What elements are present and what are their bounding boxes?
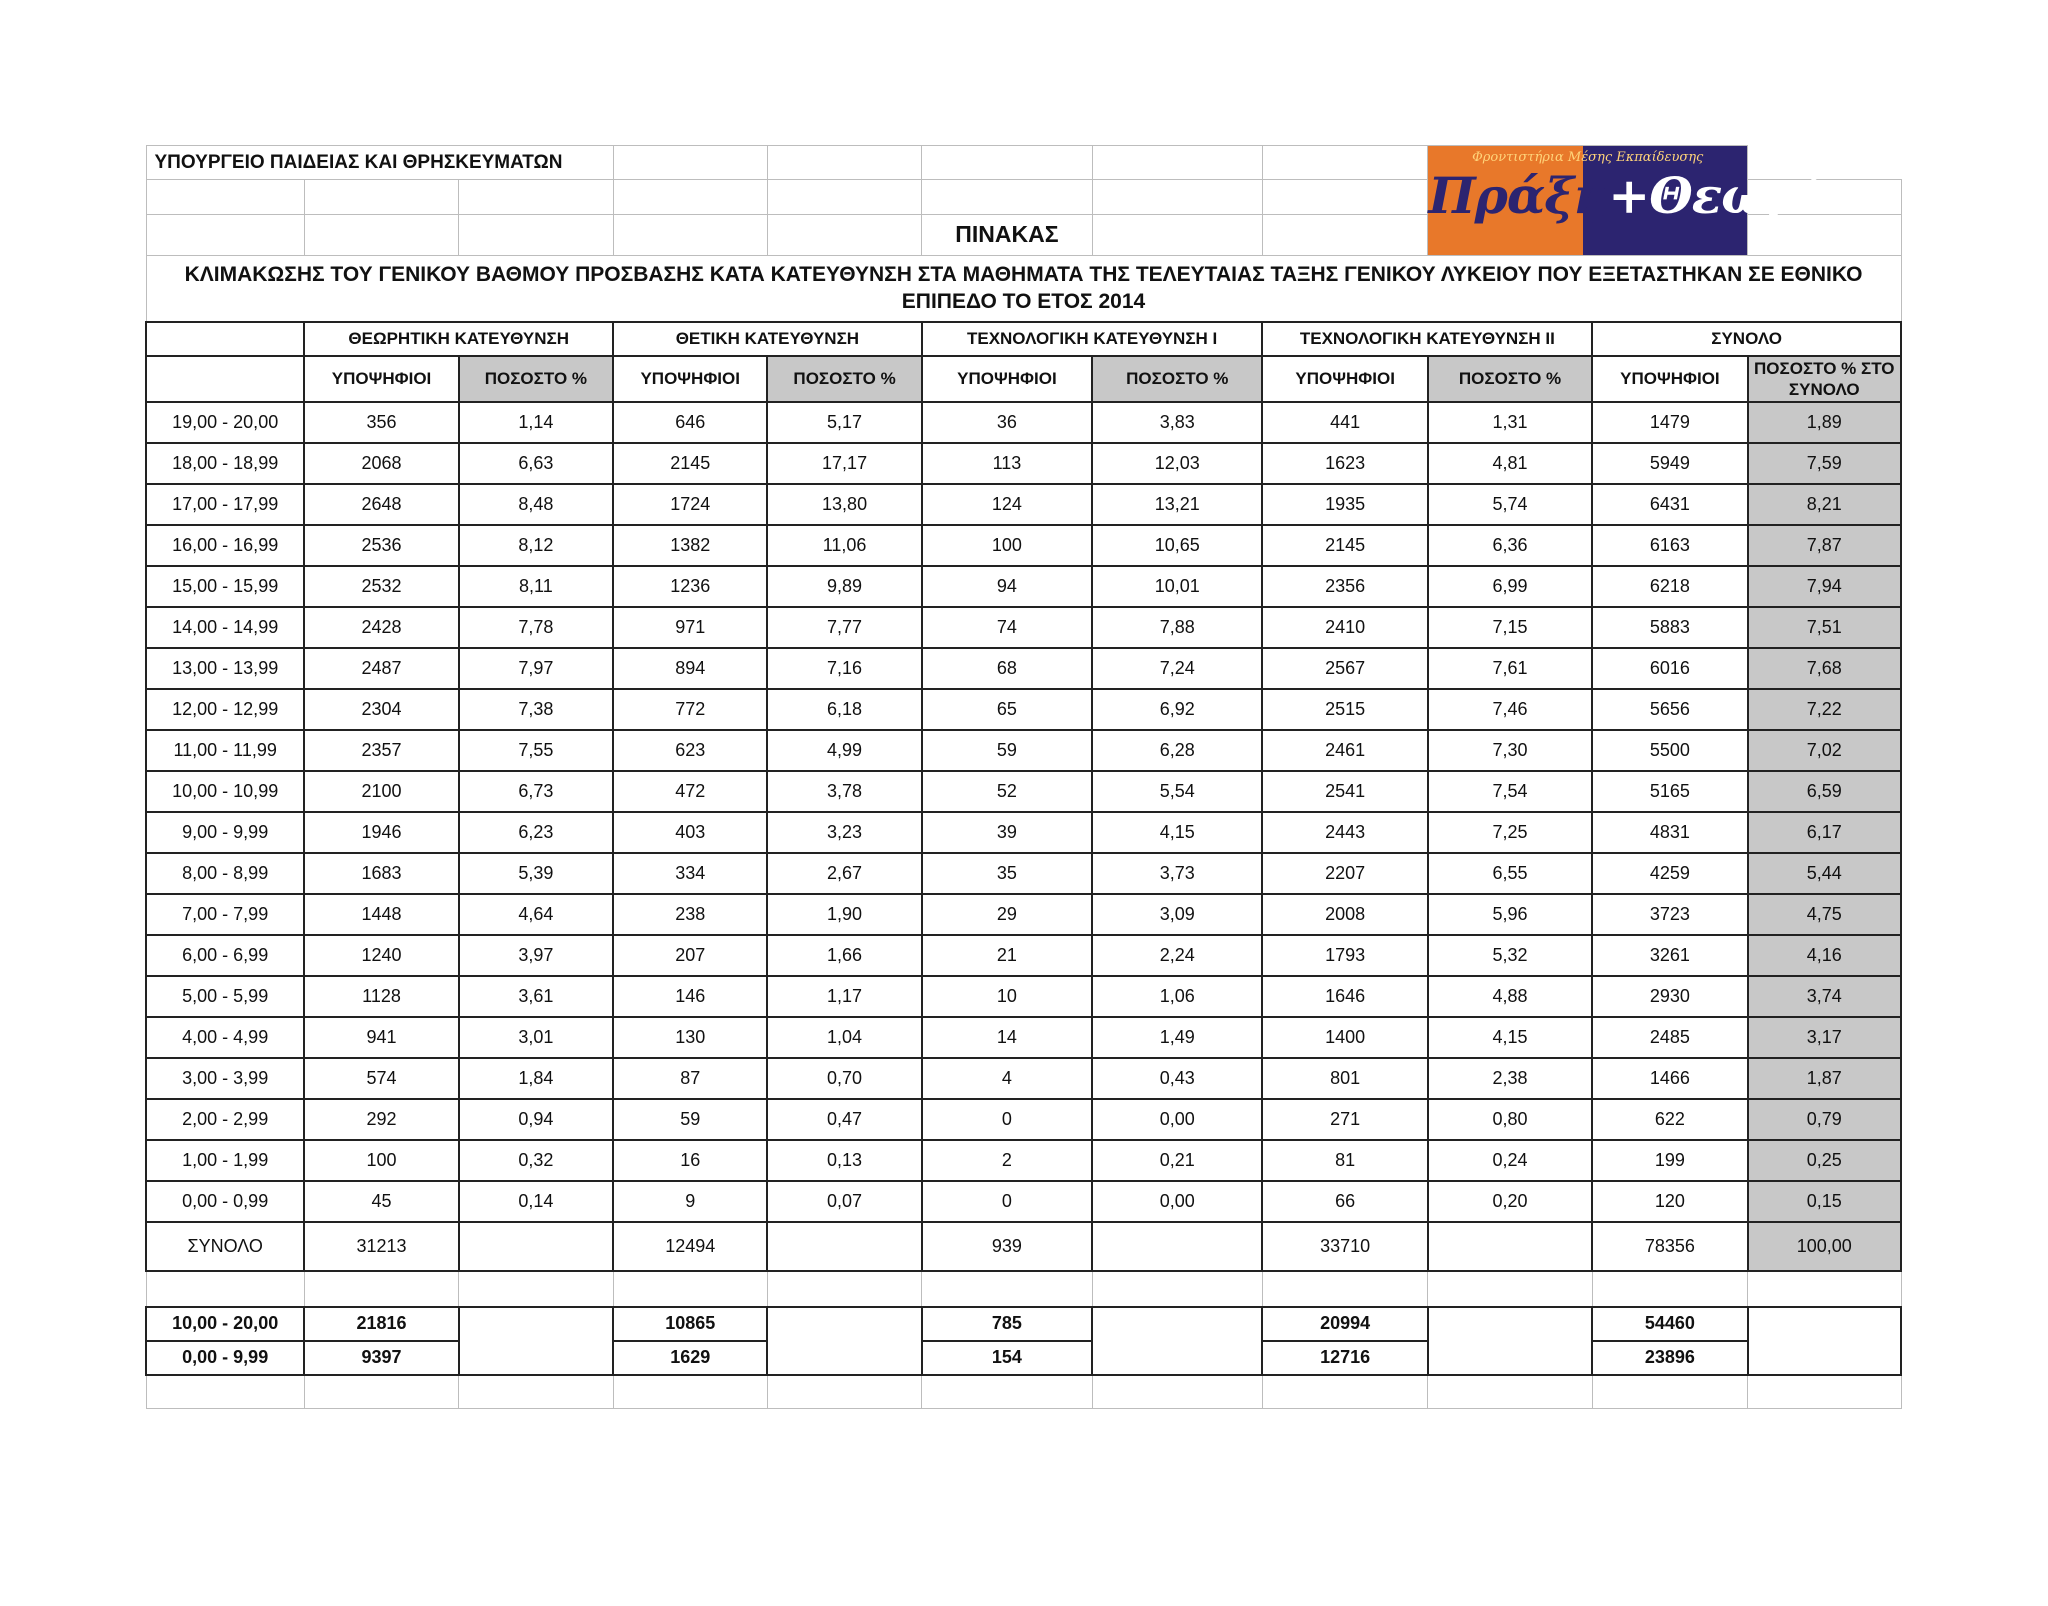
grade-range-cell: 5,00 - 5,99 [146,976,304,1017]
value-cell: 3,61 [459,976,613,1017]
table-row [146,402,1901,443]
value-cell: 4,88 [1428,976,1592,1017]
group-header: ΘΕΤΙΚΗ ΚΑΤΕΥΘΥΝΣΗ [613,322,922,356]
table-row [146,525,1901,566]
grade-range-cell: 12,00 - 12,99 [146,689,304,730]
grade-range-cell: 2,00 - 2,99 [146,1099,304,1140]
value-cell: 1683 [304,853,458,894]
value-cell: 646 [613,402,767,443]
value-cell: 8,12 [459,525,613,566]
ministry-label: ΥΠΟΥΡΓΕΙΟ ΠΑΙΔΕΙΑΣ ΚΑΙ ΘΡΗΣΚΕΥΜΑΤΩΝ [146,146,613,180]
table-row [146,484,1901,525]
value-cell: 0,00 [1092,1099,1262,1140]
value-cell: 941 [304,1017,458,1058]
value-cell: 1946 [304,812,458,853]
value-cell: 7,61 [1428,648,1592,689]
table-row [146,1140,1901,1181]
total-value-cell: 31213 [304,1222,458,1271]
value-cell: 7,46 [1428,689,1592,730]
value-cell: 622 [1592,1099,1747,1140]
value-cell: 292 [304,1099,458,1140]
value-cell: 2207 [1262,853,1427,894]
value-cell: 1724 [613,484,767,525]
value-cell: 4,15 [1092,812,1262,853]
value-cell: 9,89 [767,566,921,607]
value-cell: 6,73 [459,771,613,812]
grade-range-cell: 17,00 - 17,99 [146,484,304,525]
value-cell: 441 [1262,402,1427,443]
table-row [146,730,1901,771]
total-value-cell [1428,1222,1592,1271]
value-cell: 7,25 [1428,812,1592,853]
blank-header-cell [146,322,304,356]
value-cell: 100 [304,1140,458,1181]
total-value-cell [1092,1222,1262,1271]
value-cell: 45 [304,1181,458,1222]
value-cell: 3,78 [767,771,921,812]
value-cell: 2487 [304,648,458,689]
value-cell: 2,24 [1092,935,1262,976]
total-label-cell: ΣΥΝΟΛΟ [146,1222,304,1271]
logo-word-praxi: Πράξη [1428,166,1609,225]
grade-range-cell: 19,00 - 20,00 [146,402,304,443]
value-cell: 29 [922,894,1092,935]
summary-value-cell: 1629 [613,1341,767,1375]
value-cell: 2541 [1262,771,1427,812]
percent-total-header: ΠΟΣΟΣΤΟ % ΣΤΟ ΣΥΝΟΛΟ [1748,356,1901,402]
value-cell: 0,80 [1428,1099,1592,1140]
value-cell: 6,59 [1748,771,1901,812]
value-cell: 7,68 [1748,648,1901,689]
grade-range-cell: 11,00 - 11,99 [146,730,304,771]
value-cell: 1935 [1262,484,1427,525]
grade-range-cell: 4,00 - 4,99 [146,1017,304,1058]
value-cell: 2068 [304,443,458,484]
value-cell: 39 [922,812,1092,853]
table-row [146,976,1901,1017]
summary-row [146,1341,1901,1375]
value-cell: 5,44 [1748,853,1901,894]
value-cell: 0,79 [1748,1099,1901,1140]
value-cell: 2145 [613,443,767,484]
summary-range-cell: 10,00 - 20,00 [146,1307,304,1341]
value-cell: 0,32 [459,1140,613,1181]
percent-header: ΠΟΣΟΣΤΟ % [767,356,921,402]
value-cell: 6,63 [459,443,613,484]
value-cell: 3,83 [1092,402,1262,443]
value-cell: 2532 [304,566,458,607]
candidates-header: ΥΠΟΨΗΦΙΟΙ [1592,356,1747,402]
summary-row [146,1307,1901,1341]
grade-range-cell: 16,00 - 16,99 [146,525,304,566]
table-row [146,648,1901,689]
value-cell: 0,47 [767,1099,921,1140]
value-cell: 4,75 [1748,894,1901,935]
value-cell: 6,17 [1748,812,1901,853]
value-cell: 7,02 [1748,730,1901,771]
summary-value-cell: 54460 [1592,1307,1747,1341]
summary-value-cell: 20994 [1262,1307,1427,1341]
value-cell: 2930 [1592,976,1747,1017]
summary-blank-cell [459,1307,613,1375]
group-header: ΤΕΧΝΟΛΟΓΙΚΗ ΚΑΤΕΥΘΥΝΣΗ Ι [922,322,1263,356]
value-cell: 130 [613,1017,767,1058]
value-cell: 8,21 [1748,484,1901,525]
value-cell: 65 [922,689,1092,730]
value-cell: 7,77 [767,607,921,648]
value-cell: 2428 [304,607,458,648]
value-cell: 1,04 [767,1017,921,1058]
value-cell: 4,15 [1428,1017,1592,1058]
value-cell: 574 [304,1058,458,1099]
value-cell: 6,99 [1428,566,1592,607]
summary-value-cell: 12716 [1262,1341,1427,1375]
value-cell: 2,38 [1428,1058,1592,1099]
value-cell: 1,06 [1092,976,1262,1017]
value-cell: 6,36 [1428,525,1592,566]
value-cell: 0,14 [459,1181,613,1222]
value-cell: 772 [613,689,767,730]
total-value-cell: 78356 [1592,1222,1747,1271]
group-header: ΘΕΩΡΗΤΙΚΗ ΚΑΤΕΥΘΥΝΣΗ [304,322,613,356]
logo-wordmark [1428,166,1861,225]
summary-blank-cell [767,1307,921,1375]
grade-distribution-table [145,145,1902,1409]
value-cell: 59 [922,730,1092,771]
value-cell: 7,15 [1428,607,1592,648]
value-cell: 5883 [1592,607,1747,648]
value-cell: 13,21 [1092,484,1262,525]
value-cell: 5,39 [459,853,613,894]
total-row [146,1222,1901,1271]
value-cell: 0,70 [767,1058,921,1099]
value-cell: 0,13 [767,1140,921,1181]
value-cell: 0,43 [1092,1058,1262,1099]
value-cell: 1,31 [1428,402,1592,443]
value-cell: 0,24 [1428,1140,1592,1181]
value-cell: 21 [922,935,1092,976]
table-row [146,1181,1901,1222]
value-cell: 2515 [1262,689,1427,730]
value-cell: 1646 [1262,976,1427,1017]
table-row [146,853,1901,894]
value-cell: 472 [613,771,767,812]
value-cell: 13,80 [767,484,921,525]
value-cell: 0,25 [1748,1140,1901,1181]
value-cell: 6,28 [1092,730,1262,771]
value-cell: 3,97 [459,935,613,976]
table-row [146,1058,1901,1099]
value-cell: 5949 [1592,443,1747,484]
value-cell: 12,03 [1092,443,1262,484]
value-cell: 1,90 [767,894,921,935]
value-cell: 334 [613,853,767,894]
value-cell: 6,18 [767,689,921,730]
value-cell: 8,48 [459,484,613,525]
value-cell: 1448 [304,894,458,935]
value-cell: 6431 [1592,484,1747,525]
summary-value-cell: 21816 [304,1307,458,1341]
value-cell: 0,94 [459,1099,613,1140]
value-cell: 3,17 [1748,1017,1901,1058]
value-cell: 2100 [304,771,458,812]
table-title: ΚΛΙΜΑΚΩΣΗΣ ΤΟΥ ΓΕΝΙΚΟΥ ΒΑΘΜΟΥ ΠΡΟΣΒΑΣΗΣ ΚΑΤΑ ΚΑΤΕΥΘΥΝΣΗ ΣΤΑ ΜΑΘΗΜΑΤΑ ΤΗΣ ΤΕΛΕΥΤΑΙΑΣ ΤΑΞΗΣ ΓΕΝΙΚΟΥ ΛΥΚΕΙΟΥ ΠΟΥ ΕΞΕΤΑΣΤΗΚΑΝ ΣΕ ΕΘΝΙΚΟ ΕΠΙΠΕΔΟ ΤΟ ΕΤΟΣ 2014 [146,256,1901,322]
value-cell: 2648 [304,484,458,525]
grade-range-cell: 1,00 - 1,99 [146,1140,304,1181]
value-cell: 2 [922,1140,1092,1181]
summary-blank-cell [1092,1307,1262,1375]
value-cell: 2410 [1262,607,1427,648]
value-cell: 356 [304,402,458,443]
value-cell: 68 [922,648,1092,689]
value-cell: 1,17 [767,976,921,1017]
value-cell: 7,54 [1428,771,1592,812]
value-cell: 0,15 [1748,1181,1901,1222]
value-cell: 1400 [1262,1017,1427,1058]
value-cell: 4 [922,1058,1092,1099]
value-cell: 2536 [304,525,458,566]
value-cell: 7,30 [1428,730,1592,771]
value-cell: 6,23 [459,812,613,853]
value-cell: 1,66 [767,935,921,976]
value-cell: 2356 [1262,566,1427,607]
value-cell: 0,00 [1092,1181,1262,1222]
value-cell: 1466 [1592,1058,1747,1099]
group-header: ΣΥΝΟΛΟ [1592,322,1901,356]
value-cell: 35 [922,853,1092,894]
value-cell: 7,16 [767,648,921,689]
table-row [146,566,1901,607]
value-cell: 14 [922,1017,1092,1058]
grade-range-cell: 6,00 - 6,99 [146,935,304,976]
value-cell: 16 [613,1140,767,1181]
value-cell: 59 [613,1099,767,1140]
value-cell: 9 [613,1181,767,1222]
value-cell: 146 [613,976,767,1017]
value-cell: 6218 [1592,566,1747,607]
table-row [146,443,1901,484]
value-cell: 3723 [1592,894,1747,935]
blank-subheader-cell [146,356,304,402]
summary-value-cell: 154 [922,1341,1092,1375]
value-cell: 124 [922,484,1092,525]
summary-value-cell: 23896 [1592,1341,1747,1375]
candidates-header: ΥΠΟΨΗΦΙΟΙ [922,356,1092,402]
table-row [146,607,1901,648]
value-cell: 81 [1262,1140,1427,1181]
total-value-cell [459,1222,613,1271]
value-cell: 0 [922,1181,1092,1222]
value-cell: 7,59 [1748,443,1901,484]
value-cell: 7,87 [1748,525,1901,566]
value-cell: 4,16 [1748,935,1901,976]
total-value-cell: 33710 [1262,1222,1427,1271]
value-cell: 6,92 [1092,689,1262,730]
value-cell: 2443 [1262,812,1427,853]
grade-range-cell: 9,00 - 9,99 [146,812,304,853]
logo-word-theoria: Θεωρία [1649,166,1861,225]
value-cell: 5,54 [1092,771,1262,812]
value-cell: 1382 [613,525,767,566]
value-cell: 2,67 [767,853,921,894]
value-cell: 3,01 [459,1017,613,1058]
pinakas-heading: ΠΙΝΑΚΑΣ [922,214,1092,255]
value-cell: 0,07 [767,1181,921,1222]
value-cell: 2357 [304,730,458,771]
value-cell: 2145 [1262,525,1427,566]
value-cell: 0,20 [1428,1181,1592,1222]
value-cell: 7,88 [1092,607,1262,648]
grade-range-cell: 7,00 - 7,99 [146,894,304,935]
value-cell: 3,23 [767,812,921,853]
value-cell: 1,89 [1748,402,1901,443]
spreadsheet-sheet [145,145,1902,1409]
value-cell: 1,84 [459,1058,613,1099]
value-cell: 8,11 [459,566,613,607]
value-cell: 238 [613,894,767,935]
value-cell: 3,73 [1092,853,1262,894]
candidates-header: ΥΠΟΨΗΦΙΟΙ [1262,356,1427,402]
value-cell: 199 [1592,1140,1747,1181]
value-cell: 10 [922,976,1092,1017]
summary-value-cell: 785 [922,1307,1092,1341]
value-cell: 3,74 [1748,976,1901,1017]
summary-value-cell: 9397 [304,1341,458,1375]
summary-range-cell: 0,00 - 9,99 [146,1341,304,1375]
grade-range-cell: 8,00 - 8,99 [146,853,304,894]
value-cell: 10,65 [1092,525,1262,566]
summary-blank-cell [1428,1307,1592,1375]
value-cell: 36 [922,402,1092,443]
grade-range-cell: 18,00 - 18,99 [146,443,304,484]
value-cell: 1793 [1262,935,1427,976]
value-cell: 1236 [613,566,767,607]
value-cell: 4259 [1592,853,1747,894]
value-cell: 4,81 [1428,443,1592,484]
value-cell: 66 [1262,1181,1427,1222]
grade-range-cell: 14,00 - 14,99 [146,607,304,648]
value-cell: 52 [922,771,1092,812]
value-cell: 5,17 [767,402,921,443]
value-cell: 2461 [1262,730,1427,771]
total-value-cell: 100,00 [1748,1222,1901,1271]
value-cell: 17,17 [767,443,921,484]
value-cell: 971 [613,607,767,648]
total-value-cell: 939 [922,1222,1092,1271]
logo-tagline: Φροντιστήρια Μέσης Εκπαίδευσης [1472,150,1704,165]
total-value-cell: 12494 [613,1222,767,1271]
grade-range-cell: 13,00 - 13,99 [146,648,304,689]
value-cell: 6163 [1592,525,1747,566]
table-row [146,812,1901,853]
value-cell: 207 [613,935,767,976]
value-cell: 7,22 [1748,689,1901,730]
value-cell: 4831 [1592,812,1747,853]
value-cell: 4,64 [459,894,613,935]
value-cell: 3261 [1592,935,1747,976]
candidates-header: ΥΠΟΨΗΦΙΟΙ [304,356,458,402]
value-cell: 7,97 [459,648,613,689]
value-cell: 87 [613,1058,767,1099]
value-cell: 7,78 [459,607,613,648]
value-cell: 74 [922,607,1092,648]
summary-blank-cell [1748,1307,1901,1375]
value-cell: 894 [613,648,767,689]
value-cell: 5500 [1592,730,1747,771]
value-cell: 2485 [1592,1017,1747,1058]
value-cell: 3,09 [1092,894,1262,935]
table-row [146,935,1901,976]
value-cell: 5165 [1592,771,1747,812]
value-cell: 2304 [304,689,458,730]
value-cell: 5656 [1592,689,1747,730]
value-cell: 623 [613,730,767,771]
table-row [146,689,1901,730]
grade-range-cell: 3,00 - 3,99 [146,1058,304,1099]
value-cell: 2567 [1262,648,1427,689]
value-cell: 10,01 [1092,566,1262,607]
value-cell: 7,51 [1748,607,1901,648]
value-cell: 1240 [304,935,458,976]
value-cell: 7,94 [1748,566,1901,607]
value-cell: 0 [922,1099,1092,1140]
value-cell: 1,87 [1748,1058,1901,1099]
value-cell: 6016 [1592,648,1747,689]
candidates-header: ΥΠΟΨΗΦΙΟΙ [613,356,767,402]
value-cell: 1479 [1592,402,1747,443]
value-cell: 2008 [1262,894,1427,935]
total-value-cell [767,1222,921,1271]
value-cell: 7,55 [459,730,613,771]
value-cell: 120 [1592,1181,1747,1222]
value-cell: 5,96 [1428,894,1592,935]
value-cell: 94 [922,566,1092,607]
table-row [146,771,1901,812]
value-cell: 7,38 [459,689,613,730]
value-cell: 271 [1262,1099,1427,1140]
value-cell: 100 [922,525,1092,566]
value-cell: 5,32 [1428,935,1592,976]
value-cell: 7,24 [1092,648,1262,689]
value-cell: 6,55 [1428,853,1592,894]
value-cell: 11,06 [767,525,921,566]
table-row [146,1017,1901,1058]
value-cell: 113 [922,443,1092,484]
value-cell: 1,49 [1092,1017,1262,1058]
value-cell: 801 [1262,1058,1427,1099]
value-cell: 5,74 [1428,484,1592,525]
value-cell: 403 [613,812,767,853]
grade-range-cell: 15,00 - 15,99 [146,566,304,607]
table-row [146,894,1901,935]
brand-logo [1428,146,1861,256]
percent-header: ΠΟΣΟΣΤΟ % [459,356,613,402]
group-header: ΤΕΧΝΟΛΟΓΙΚΗ ΚΑΤΕΥΘΥΝΣΗ ΙΙ [1262,322,1592,356]
value-cell: 1,14 [459,402,613,443]
percent-header: ΠΟΣΟΣΤΟ % [1092,356,1262,402]
value-cell: 1623 [1262,443,1427,484]
table-row [146,1099,1901,1140]
grade-range-cell: 10,00 - 10,99 [146,771,304,812]
percent-header: ΠΟΣΟΣΤΟ % [1428,356,1592,402]
value-cell: 0,21 [1092,1140,1262,1181]
value-cell: 1128 [304,976,458,1017]
grade-range-cell: 0,00 - 0,99 [146,1181,304,1222]
value-cell: 4,99 [767,730,921,771]
summary-value-cell: 10865 [613,1307,767,1341]
logo-plus: + [1608,166,1650,225]
